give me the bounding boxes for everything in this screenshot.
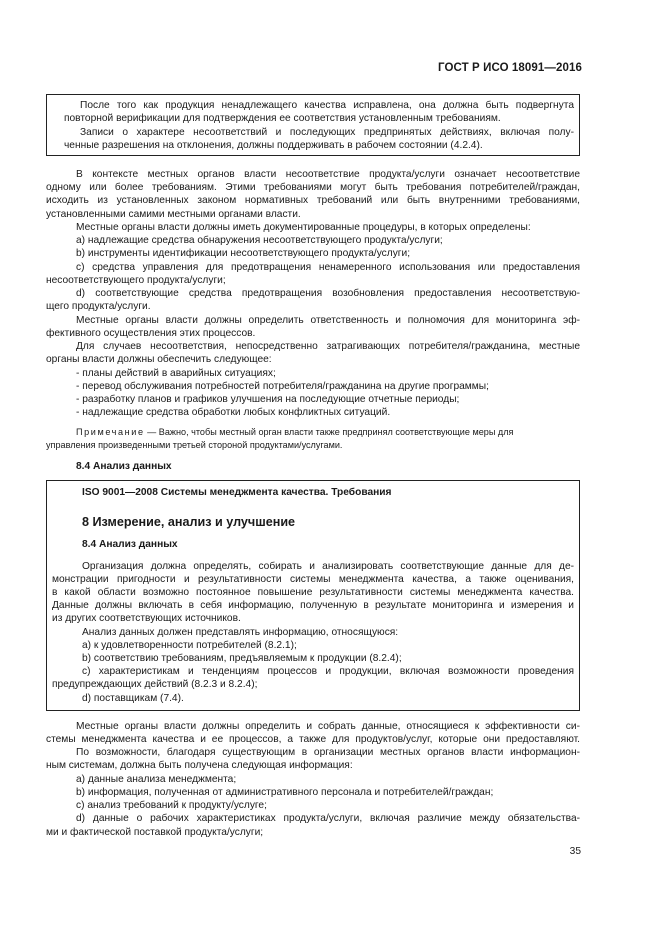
- text-line: Анализ данных должен представлять информацию, относящуюся:: [82, 627, 399, 638]
- list-item: c) анализ требований к продукту/услуге;: [76, 800, 267, 811]
- list-item: d) поставщикам (7.4).: [82, 693, 184, 704]
- list-item: - планы действий в аварийных ситуациях;: [76, 368, 276, 379]
- text-line: монстрации пригодности и результативности системы менеджмента качества, а также оценивания,: [52, 574, 574, 585]
- text-line: После того как продукция ненадлежащего качества исправлена, она должна быть подвергнута: [80, 100, 574, 111]
- document-code: ГОСТ Р ИСО 18091—2016: [437, 62, 582, 74]
- text-line: Местные органы власти должны определить ответственность и полномочия для мониторинга эф-: [76, 315, 580, 326]
- text-line: фективного осуществления этих процессов.: [46, 328, 256, 339]
- text-line: одному или более требованиям. Этими требованиями могут быть требования потребителей/граждан,: [46, 182, 580, 193]
- text-line: По возможности, благодаря существующим в организации местных органов власти информацион-: [76, 747, 580, 758]
- list-item: c) средства управления для предотвращения ненамеренного использования или предоставления: [76, 262, 580, 273]
- list-item: - перевод обслуживания потребностей потребителя/гражданина на другие программы;: [76, 381, 489, 392]
- list-item: d) данные о рабочих характеристиках продукта/услуги, включая различие между обязательства-: [76, 813, 580, 824]
- text-line: повторной верификации для подтверждения ее соответствия установленным требованиям.: [64, 113, 501, 124]
- text-line: ченные разрешения на отклонения, должны поддерживать в рабочем состоянии (4.2.4).: [64, 140, 483, 151]
- note: [76, 426, 513, 439]
- list-item: b) информация, полученная от административного персонала и потребителей/граждан;: [76, 787, 494, 798]
- list-item: - разработку планов и графиков улучшения на последующие отчетные периоды;: [76, 394, 460, 405]
- text-line: органы власти должны обеспечить следующее:: [46, 354, 272, 365]
- text-line: щего продукта/услуги.: [46, 301, 151, 312]
- text-line: Местные органы власти должны иметь документированные процедуры, в которых определены:: [76, 222, 531, 233]
- text-line: исходить из установленных законом нормативных требований или быть внутренними требованиями,: [46, 195, 580, 206]
- text-line: В контексте местных органов власти несоответствие продукта/услуги означает несоответствие: [76, 169, 580, 180]
- list-item: a) надлежащие средства обнаружения несоответствующего продукта/услуги;: [76, 235, 443, 246]
- list-item: - надлежащие средства обработки любых конфликтных ситуаций.: [76, 407, 391, 418]
- text-line: ным системам, должна быть получена следующая информация:: [46, 760, 353, 771]
- text-line: Данные должны включать в себя информацию, полученную в результате мониторинга и измерения и: [52, 600, 574, 611]
- standard-title: ISO 9001—2008 Системы менеджмента качества. Требования: [82, 487, 392, 498]
- text-line: ми и фактической поставкой продукта/услуги;: [46, 827, 264, 838]
- list-item: b) инструменты идентификации несоответствующего продукта/услуги;: [76, 248, 411, 259]
- text-line: Местные органы власти должны определить и собрать данные, относящиеся к эффективности си-: [76, 721, 580, 732]
- text-line: предупреждающих действий (8.2.3 и 8.2.4);: [52, 679, 258, 690]
- chapter-heading: 8 Измерение, анализ и улучшение: [82, 515, 296, 529]
- section-title: 8.4 Анализ данных: [76, 461, 172, 472]
- text-line: Записи о характере несоответствий и последующих предпринятых действиях, включая полу-: [80, 127, 574, 138]
- text-line: из других соответствующих источников.: [52, 613, 241, 624]
- text-line: Организация должна определять, собирать и анализировать соответствующие данные для де-: [82, 561, 574, 572]
- note-text: — Важно, чтобы местный орган власти также предпринял соответствующие меры для: [144, 427, 514, 437]
- note-label: Примечание: [76, 427, 145, 437]
- list-item: c) характеристикам и тенденциям процессов и продукции, включая возможности проведения: [82, 666, 574, 677]
- text-line: Для случаев несоответствия, непосредственно затрагивающих потребителя/гражданина, местные: [76, 341, 580, 352]
- page-number: 35: [569, 846, 581, 857]
- note-text: управления произведенными третьей стороной продуктами/услугами.: [46, 440, 343, 450]
- text-line: установленными самими местными органами власти.: [46, 209, 301, 220]
- text-line: стемы менеджмента качества и ее процессов, а также для продуктов/услуг, которые они предоставляют.: [46, 734, 580, 745]
- list-item: d) соответствующие средства предотвращения возобновления предоставления несоответствую-: [76, 288, 580, 299]
- text-line: в какой области возможно постоянное повышение результативности системы менеджмента качества.: [52, 587, 574, 598]
- subsection-heading: 8.4 Анализ данных: [82, 539, 178, 550]
- list-item: a) к удовлетворенности потребителей (8.2.1);: [82, 640, 297, 651]
- text-line: несоответствующего продукта/услуги;: [46, 275, 226, 286]
- list-item: b) соответствию требованиям, предъявляемым к продукции (8.2.4);: [82, 653, 402, 664]
- list-item: a) данные анализа менеджмента;: [76, 774, 237, 785]
